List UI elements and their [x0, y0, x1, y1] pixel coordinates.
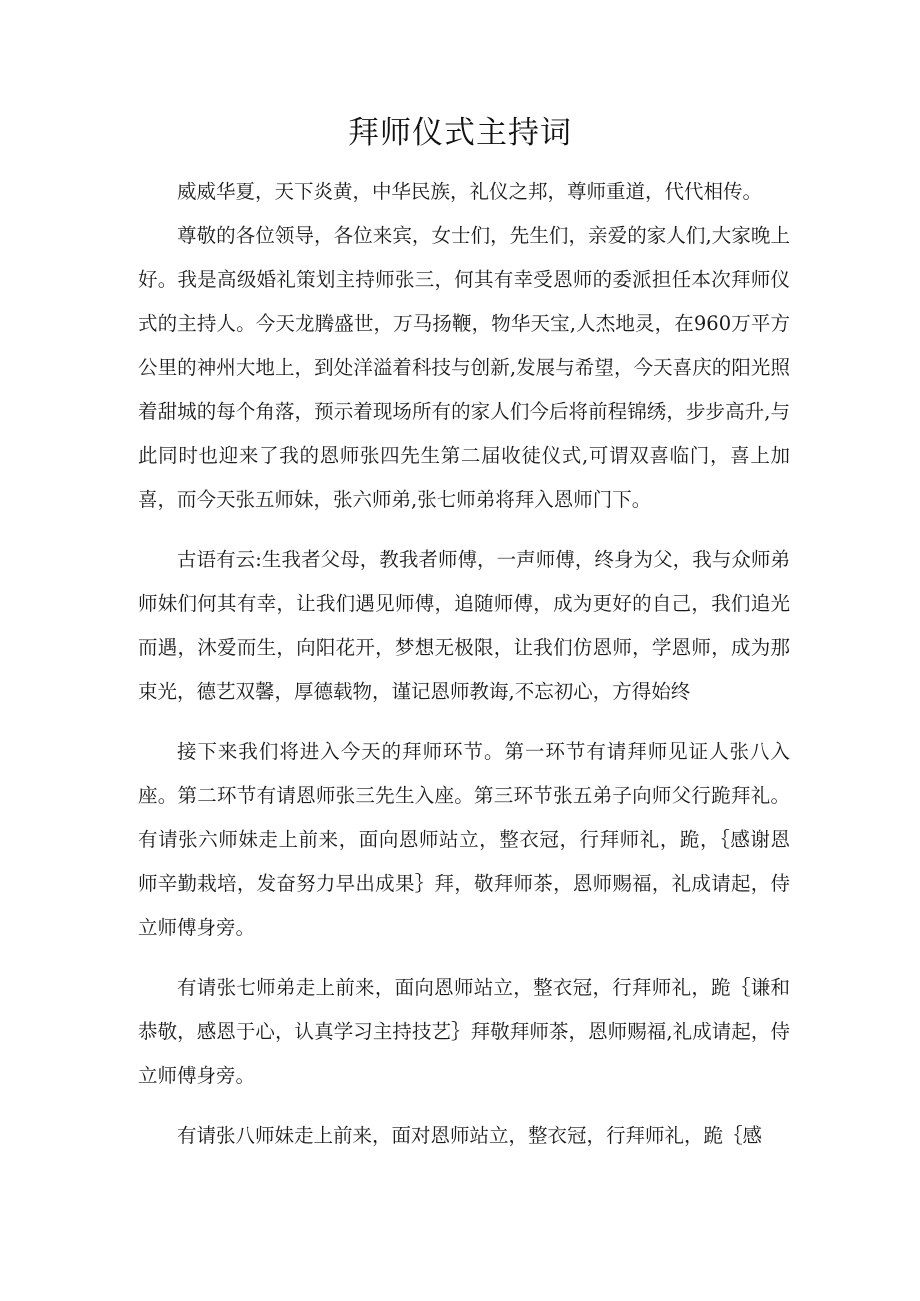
document-body — [138, 170, 790, 1158]
paragraph-ceremony: 接下来我们将进入今天的拜师环节。第一环节有请拜师见证人张八入座。第二环节有请恩师张三先生入座。第三环节张五弟子向师父行跪拜礼。有请张六师妹走上前来，面向恩师站立，整衣冠，行拜师礼，跪，｛感谢恩师辛勤栽培，发奋努力早出成果｝拜，敬拜师茶，恩师赐福，礼成请起，侍立师傅身旁。 — [138, 740, 790, 939]
paragraph-disciple-eight: 有请张八师妹走上前来，面对恩师站立，整衣冠，行拜师礼，跪｛感 — [177, 1124, 763, 1147]
paragraph-disciple-seven: 有请张七师弟走上前来，面向恩师站立，整衣冠，行拜师礼，跪｛谦和恭敬，感恩于心，认真学习主持技艺｝拜敬拜师茶，恩师赐福,礼成请起，侍立师傅身旁。 — [138, 976, 790, 1087]
paragraph-opening: 威威华夏，天下炎黄，中华民族，礼仪之邦，尊师重道，代代相传。 — [177, 180, 763, 203]
page-title: 拜师仪式主持词 — [348, 115, 572, 151]
paragraph-proverb: 古语有云:生我者父母，教我者师傅，一声师傅，终身为父，我与众师弟师妹们何其有幸，让我们遇见师傅，追随师傅，成为更好的自己，我们追光而遇，沐爱而生，向阳花开，梦想无极限，让我们仿恩师，学恩师，成为那束光，德艺双馨，厚德载物，谨记恩师教诲,不忘初心，方得始终 — [138, 548, 790, 703]
paragraph-greeting: 尊敬的各位领导，各位来宾，女士们，先生们，亲爱的家人们,大家晚上好。我是高级婚礼策划主持师张三，何其有幸受恩师的委派担任本次拜师仪式的主持人。今天龙腾盛世，万马扬鞭，物华天宝,人杰地灵，在960万平方公里的神州大地上，到处洋溢着科技与创新,发展与希望，今天喜庆的阳光照着甜城的每个角落，预示着现场所有的家人们今后将前程锦绣，步步高升,与此同时也迎来了我的恩师张四先生第二届收徒仪式,可谓双喜临门，喜上加喜，而今天张五师妹，张六师弟,张七师弟将拜入恩师门下。 — [138, 224, 790, 511]
